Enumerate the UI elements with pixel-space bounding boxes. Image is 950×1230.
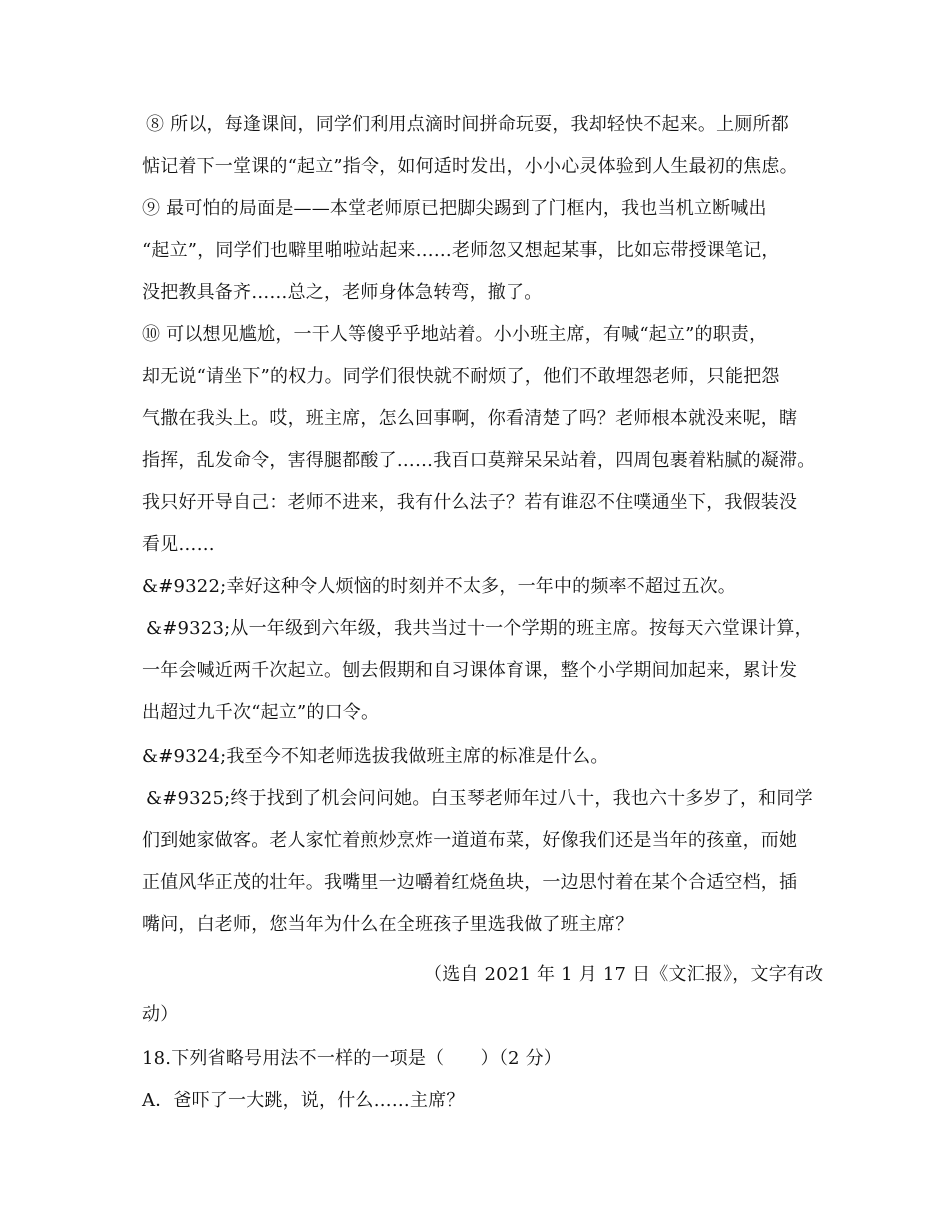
paragraph-10-line-4: 指挥，乱发命令，害得腿都酸了……我百口莫辩呆呆站着，四周包裹着粘腻的凝滞。 bbox=[142, 450, 816, 471]
paragraph-14-line-4: 嘴问，白老师，您当年为什么在全班孩子里选我做了班主席？ bbox=[142, 914, 634, 935]
paragraph-14-line-1: &#9325;终于找到了机会问问她。白玉琴老师年过八十，我也六十多岁了，和同学 bbox=[146, 788, 813, 809]
paragraph-10-line-3: 气撒在我头上。哎，班主席，怎么回事啊，你看清楚了吗？老师根本就没来呢，瞎 bbox=[142, 408, 798, 429]
question-18: 18.下列省略号用法不一样的一项是（ ）（2 分） bbox=[142, 1048, 562, 1069]
paragraph-8-line-2: 惦记着下一堂课的“起立”指令，如何适时发出，小小心灵体验到人生最初的焦虑。 bbox=[142, 156, 798, 177]
paragraph-10-line-1: ⑩ 可以想见尴尬，一干人等傻乎乎地站着。小小班主席，有喊“起立”的职责， bbox=[142, 324, 768, 345]
paragraph-10-line-6: 看见…… bbox=[142, 534, 215, 555]
question-18-option-a: A．爸吓了一大跳，说，什么……主席？ bbox=[142, 1090, 465, 1111]
paragraph-13-line-1: &#9324;我至今不知老师选拔我做班主席的标准是什么。 bbox=[142, 746, 609, 767]
paragraph-12-line-2: 一年会喊近两千次起立。刨去假期和自习课体育课，整个小学期间加起来，累计发 bbox=[142, 660, 798, 681]
paragraph-10-line-5: 我只好开导自己：老师不进来，我有什么法子？若有谁忍不住噗通坐下，我假装没 bbox=[142, 492, 798, 513]
paragraph-11-line-1: &#9322;幸好这种令人烦恼的时刻并不太多，一年中的频率不超过五次。 bbox=[142, 576, 736, 597]
source-citation-line-2: 动） bbox=[142, 1004, 179, 1025]
paragraph-9-line-1: ⑨ 最可怕的局面是——本堂老师原已把脚尖踢到了门框内，我也当机立断喊出 bbox=[142, 198, 767, 219]
paragraph-9-line-3: 没把教具备齐……总之，老师身体急转弯，撤了。 bbox=[142, 282, 543, 303]
paragraph-12-line-3: 出超过九千次“起立”的口令。 bbox=[142, 702, 380, 723]
paragraph-14-line-2: 们到她家做客。老人家忙着煎炒烹炸一道道布菜，好像我们还是当年的孩童，而她 bbox=[142, 830, 798, 851]
paragraph-14-line-3: 正值风华正茂的壮年。我嘴里一边嚼着红烧鱼块，一边思忖着在某个合适空档，插 bbox=[142, 872, 798, 893]
source-citation-line-1: （选自 2021 年 1 月 17 日《文汇报》，文字有改 bbox=[424, 964, 824, 985]
paragraph-8-line-1: ⑧ 所以，每逢课间，同学们利用点滴时间拼命玩耍，我却轻快不起来。上厕所都 bbox=[146, 114, 789, 135]
paragraph-12-line-1: &#9323;从一年级到六年级，我共当过十一个学期的班主席。按每天六堂课计算， bbox=[146, 618, 813, 639]
paragraph-9-line-2: “起立”，同学们也噼里啪啦站起来……老师忽又想起某事，比如忘带授课笔记， bbox=[142, 240, 780, 261]
paragraph-10-line-2: 却无说“请坐下”的权力。同学们很快就不耐烦了，他们不敢埋怨老师，只能把怨 bbox=[142, 366, 780, 387]
